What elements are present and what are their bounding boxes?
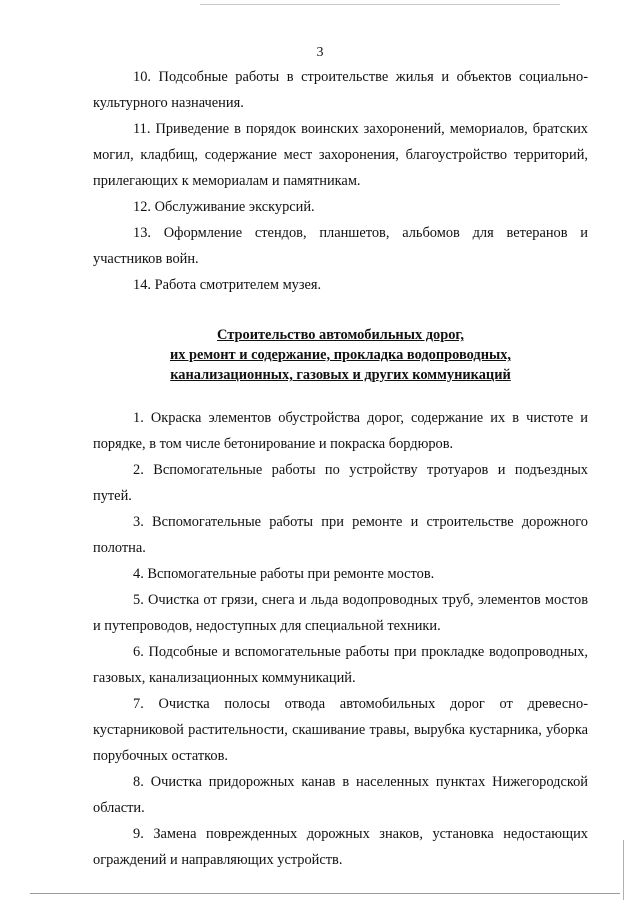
list-item: 6. Подсобные и вспомогательные работы при прокладке водопроводных, газовых, канализационных коммуникаций. <box>93 644 588 686</box>
scan-artifact-bottom-line <box>30 893 620 894</box>
section-heading-line: канализационных, газовых и других коммуникаций <box>170 367 511 383</box>
section-heading <box>93 325 588 385</box>
list-item: 12. Обслуживание экскурсий. <box>133 199 315 215</box>
list-item: 14. Работа смотрителем музея. <box>133 277 322 293</box>
list-item: 2. Вспомогательные работы по устройству тротуаров и подъездных путей. <box>93 462 588 504</box>
list-item: 11. Приведение в порядок воинских захоронений, мемориалов, братских могил, кладбищ, содержание мест захоронения, благоустройство территорий, прилегающих к мемориалам и памятникам. <box>93 121 588 189</box>
list-item: 7. Очистка полосы отвода автомобильных дорог от древесно-кустарниковой растительности, скашивание травы, вырубка кустарника, уборка порубочных остатков. <box>93 696 588 764</box>
scan-artifact-right-edge <box>623 840 624 900</box>
list-item: 13. Оформление стендов, планшетов, альбомов для ветеранов и участников войн. <box>93 225 588 267</box>
section-heading-line: Строительство автомобильных дорог, <box>217 327 464 343</box>
list-item: 4. Вспомогательные работы при ремонте мостов. <box>133 566 435 582</box>
list-item: 3. Вспомогательные работы при ремонте и строительстве дорожного полотна. <box>93 514 588 556</box>
list-item: 9. Замена поврежденных дорожных знаков, установка недостающих ограждений и направляющих устройств. <box>93 826 588 868</box>
document-body <box>93 64 588 873</box>
list-item: 5. Очистка от грязи, снега и льда водопроводных труб, элементов мостов и путепроводов, недоступных для специальной техники. <box>93 592 588 634</box>
section-heading-line: их ремонт и содержание, прокладка водопроводных, <box>169 347 512 363</box>
page-number: 3 <box>316 45 324 60</box>
scan-artifact-top-line <box>200 4 560 5</box>
list-item: 10. Подсобные работы в строительстве жилья и объектов социально-культурного назначения. <box>93 69 588 111</box>
list-item: 1. Окраска элементов обустройства дорог, содержание их в чистоте и порядке, в том числе бетонирование и покраска бордюров. <box>93 410 588 452</box>
list-item: 8. Очистка придорожных канав в населенных пунктах Нижегородской области. <box>93 774 588 816</box>
